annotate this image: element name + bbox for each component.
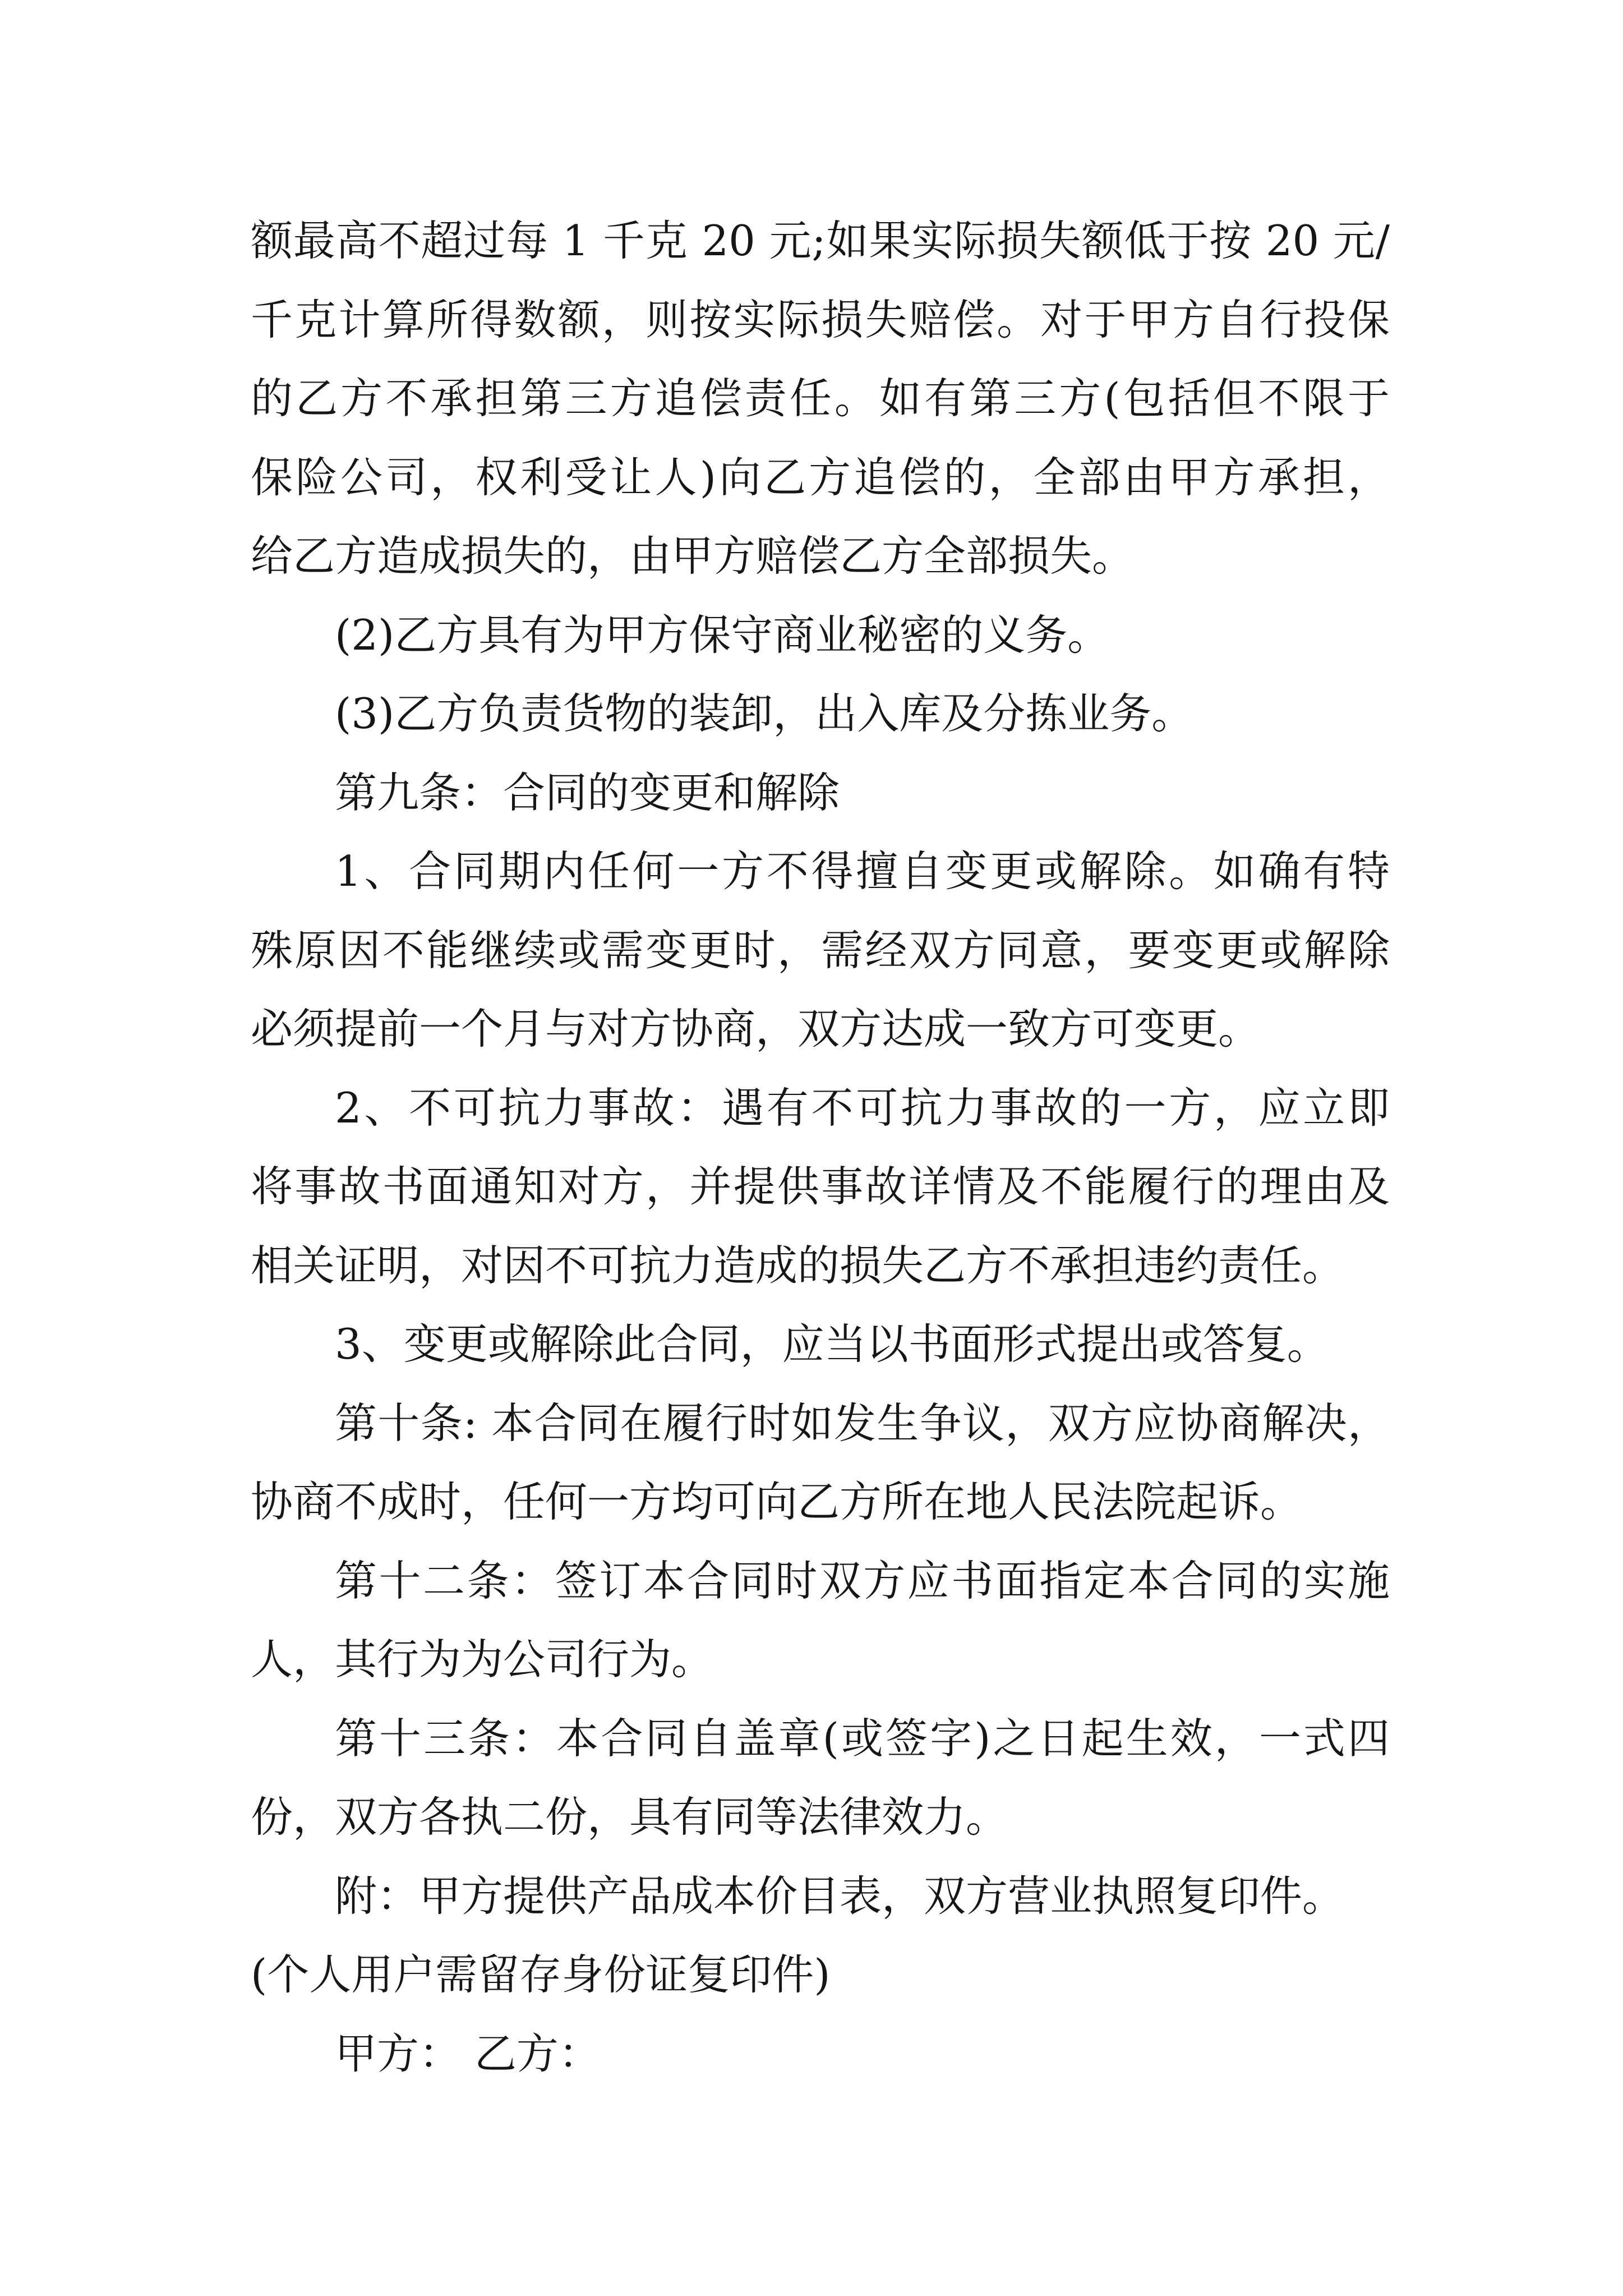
text-line: 将事故书面通知对方，并提供事故详情及不能履行的理由及 [251,1162,1390,1211]
paragraph-clause-2-force-majeure [251,1069,1390,1305]
text-line: 保险公司，权利受让人)向乙方追偿的，全部由甲方承担， [251,452,1390,502]
paragraph-item-2-confidentiality [251,596,1390,675]
text-line: 第十条: 本合同在履行时如发生争议，双方应协商解决， [335,1398,1390,1448]
text-line: 人，其行为为公司行为。 [251,1635,714,1684]
paragraph-clause-3-written-form [251,1305,1390,1384]
paragraph-item-3-handling [251,674,1390,753]
text-line: 相关证明，对因不可抗力造成的损失乙方不承担违约责任。 [251,1240,1345,1290]
text-line: 1、合同期内任何一方不得擅自变更或解除。如确有特 [335,846,1390,896]
text-line: 殊原因不能继续或需变更时，需经双方同意，要变更或解除 [251,925,1390,975]
text-line: 必须提前一个月与对方协商，双方达成一致方可变更。 [251,1004,1261,1053]
signature-parties [251,2014,1390,2093]
paragraph-clause-1-modification [251,832,1390,1069]
article-9-heading [251,753,1390,832]
article-12-representatives [251,1542,1390,1699]
text-line: 第十二条：签订本合同时双方应书面指定本合同的实施 [335,1556,1390,1605]
article-10-disputes [251,1384,1390,1542]
text-line: 2、不可抗力事故：遇有不可抗力事故的一方，应立即 [335,1083,1390,1133]
text-line: (3)乙方负责货物的装卸，出入库及分拣业务。 [335,689,1194,738]
text-line: 第九条：合同的变更和解除 [335,767,840,817]
text-line: 附：甲方提供产品成本价目表，双方营业执照复印件。 [335,1871,1345,1921]
text-line: 第十三条：本合同自盖章(或签字)之日起生效，一式四 [335,1713,1390,1763]
text-line: 给乙方造成损失的，由甲方赔偿乙方全部损失。 [251,531,1135,581]
text-line: (个人用户需留存身份证复印件) [251,1950,831,1999]
text-line: (2)乙方具有为甲方保守商业秘密的义务。 [335,610,1110,660]
text-line: 的乙方不承担第三方追偿责任。如有第三方(包括但不限于 [251,374,1390,423]
signature-line: 甲方： 乙方： [335,2028,601,2078]
article-13-effectiveness [251,1699,1390,1857]
text-line: 额最高不超过每 1 千克 20 元;如果实际损失额低于按 20 元/ [251,216,1390,265]
text-line: 份，双方各执二份，具有同等法律效力。 [251,1792,1008,1842]
text-line: 3、变更或解除此合同，应当以书面形式提出或答复。 [335,1319,1329,1369]
attachments-note [251,1857,1390,2014]
text-line: 千克计算所得数额，则按实际损失赔偿。对于甲方自行投保 [251,295,1390,344]
text-line: 协商不成时，任何一方均可向乙方所在地人民法院起诉。 [251,1477,1303,1526]
document-body [251,201,1390,2093]
paragraph-compensation-continued [251,201,1390,596]
